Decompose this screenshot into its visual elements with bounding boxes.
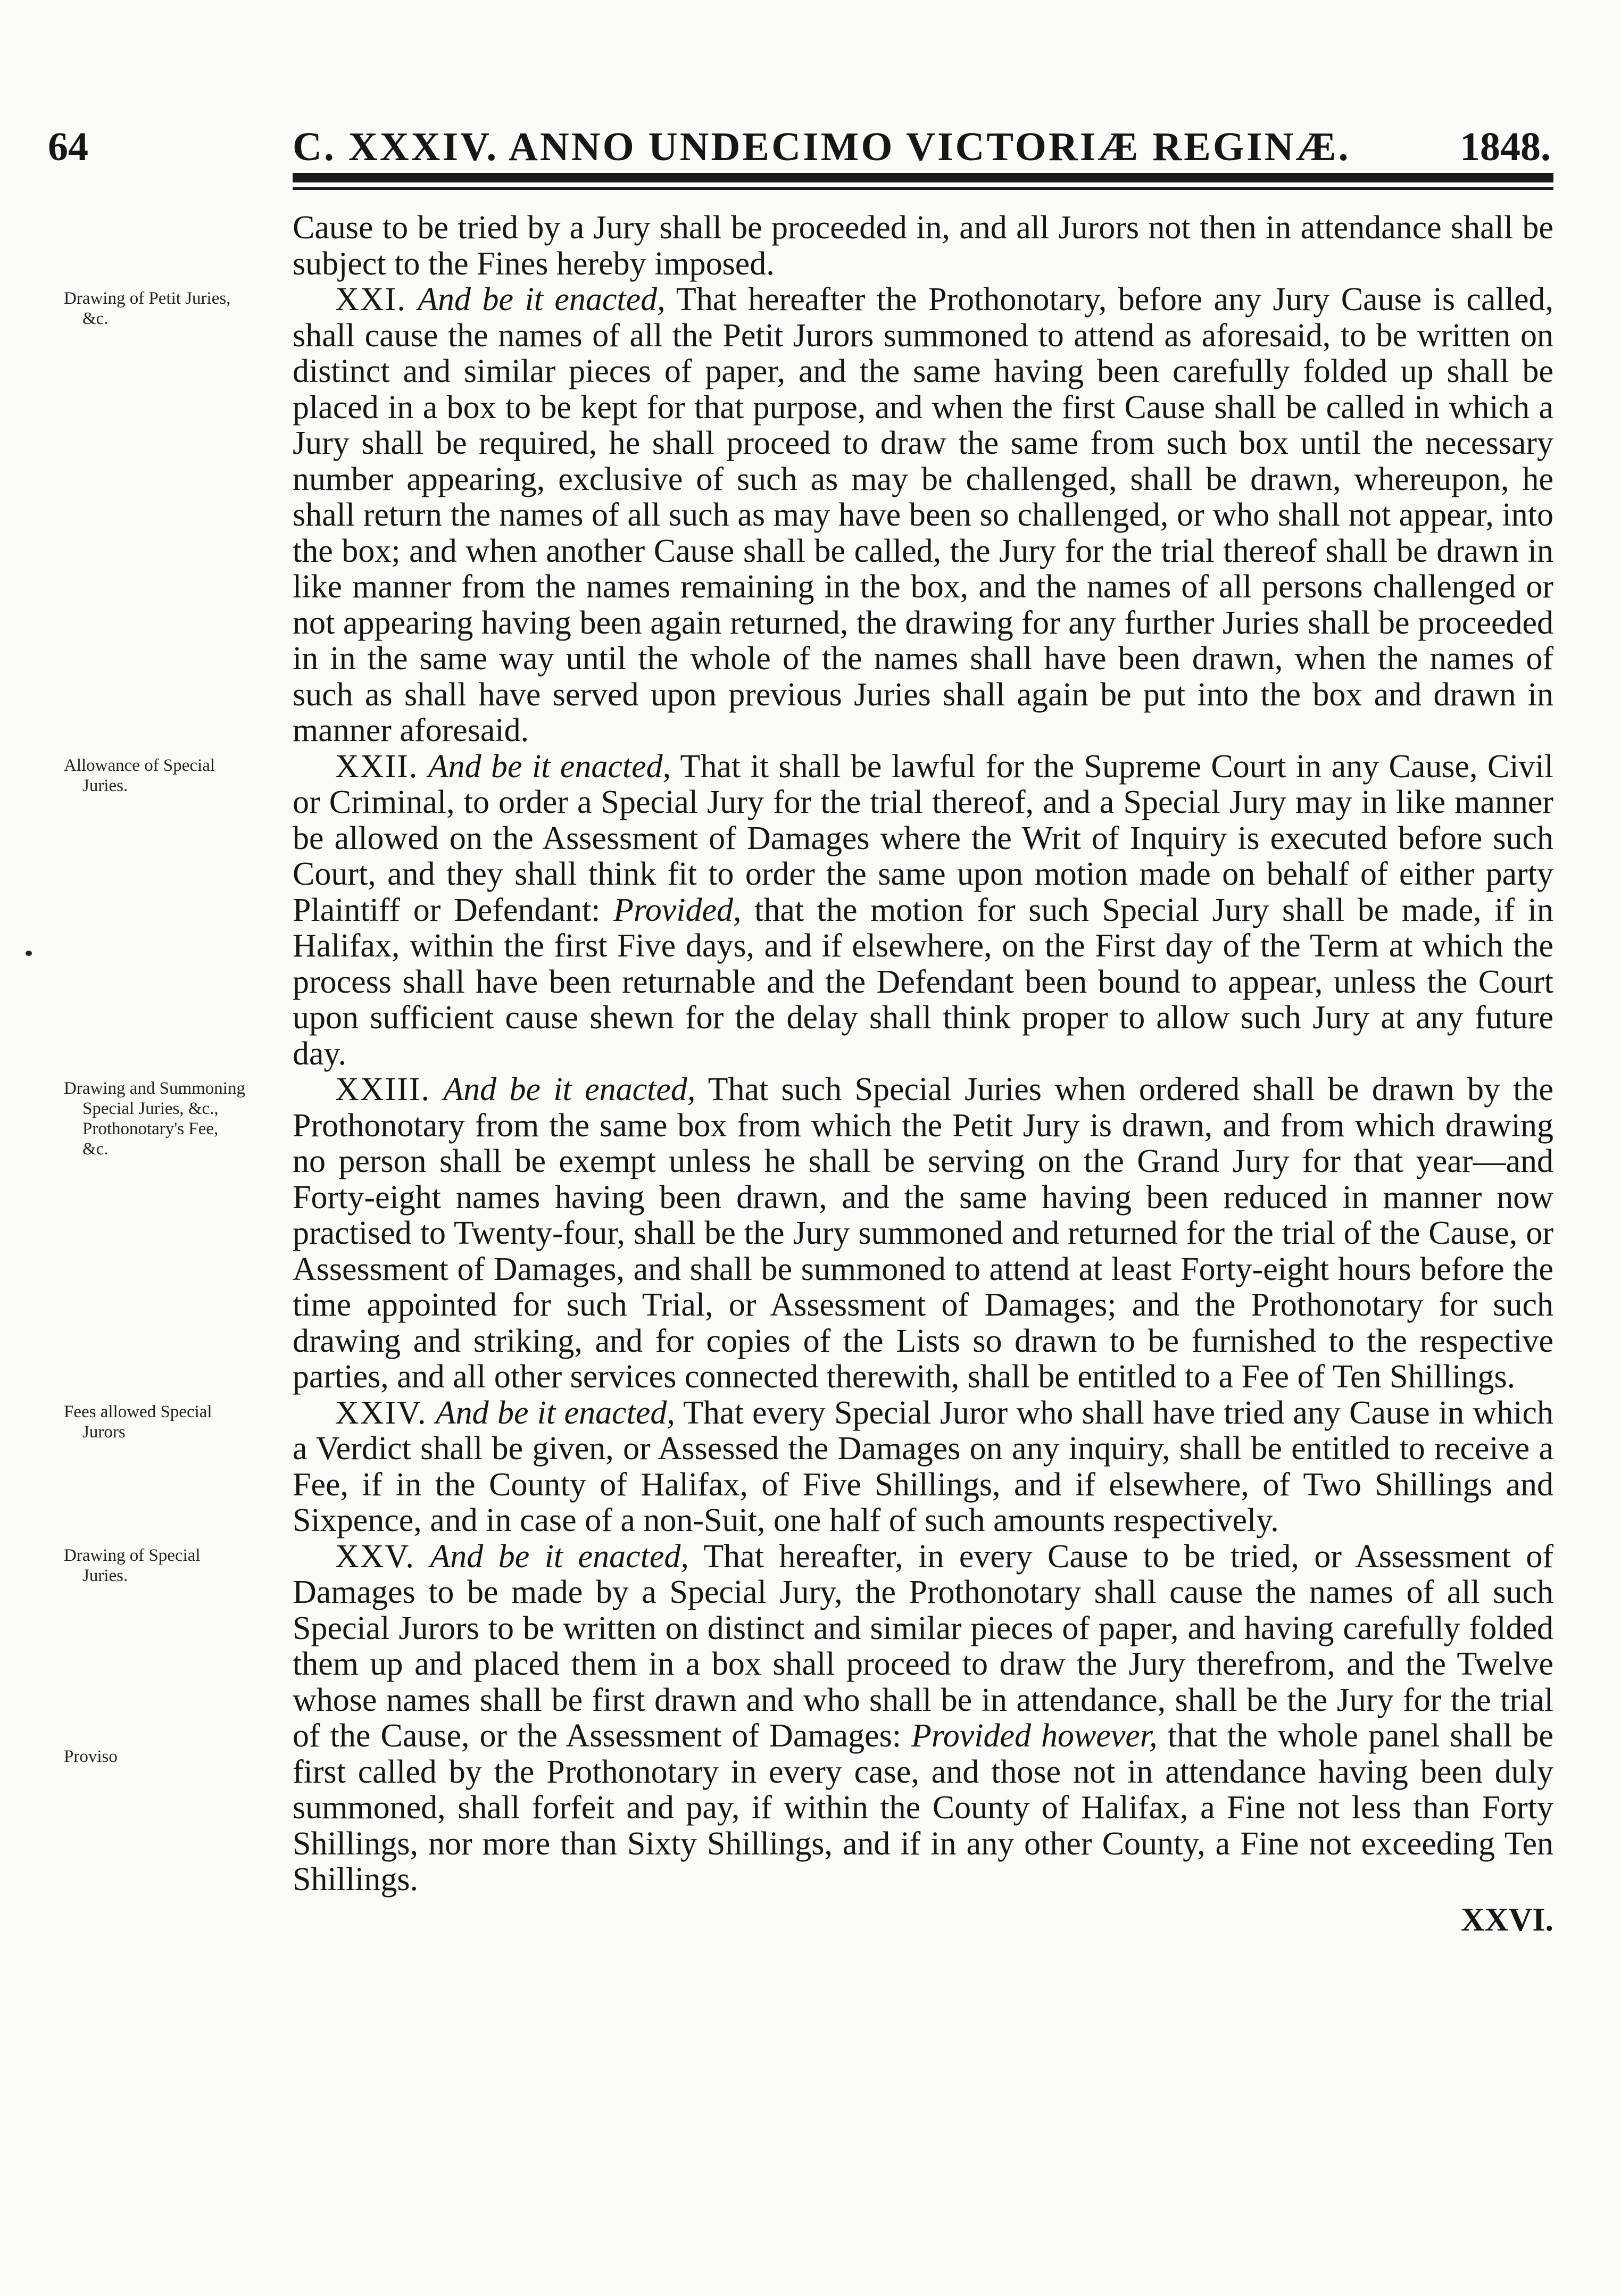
section-number: XXII. xyxy=(335,748,419,785)
section-xxii xyxy=(64,748,1554,1072)
running-head: C. XXXIV. ANNO UNDECIMO VICTORIÆ REGINÆ. xyxy=(293,124,1351,169)
margin-note-fees-special-jurors: Fees allowed Special Jurors xyxy=(64,1402,212,1442)
proviso-phrase: Provided, xyxy=(613,892,742,928)
catchword-line xyxy=(293,1901,1553,1939)
section-xxv xyxy=(64,1538,1554,1898)
page-header xyxy=(48,120,1564,178)
ink-speck xyxy=(26,951,32,956)
section-text: That such Special Juries when ordered shall be drawn by the Prothonotary from the same box from which the Petit Jury is drawn, and from which drawing no person shall be exempt unless he shall be serving on the Grand Jury for that year—and Forty-eight names having been drawn, and the same having been reduced in manner now practised to Twenty-four, shall be the Jury summoned and returned for the trial of the Cause, or Assessment of Damages, and shall be summoned to attend at least Forty-eight hours before the time appointed for such Trial, or Assessment of Damages; and the Prothonotary for such drawing and striking, and for copies of the Lists so drawn to be furnished to the respective parties, and all other services connected therewith, shall be entitled to a Fee of Ten Shillings. xyxy=(293,1071,1554,1395)
section-text-before: That hereafter, in every Cause to be tried, or Assessment of Damages to be made by a Special Jury, the Prothonotary shall cause the names of all such Special Jurors to be written on distinct and similar pieces of paper, and having carefully folded them up and placed them in a box shall proceed to draw the Jury therefrom, and the Twelve whose names shall be first drawn and who shall be in attendance, shall be the Jury for the trial of the Cause, or the Assessment of Damages: xyxy=(293,1538,1554,1754)
header-rule-thin xyxy=(293,187,1553,190)
enacting-phrase: And be it enacted, xyxy=(435,1394,675,1431)
proviso-phrase: Provided however, xyxy=(911,1718,1158,1754)
section-xxi-paragraph xyxy=(293,282,1553,749)
continuation-text: Cause to be tried by a Jury shall be proceeded in, and all Jurors not then in attendance shall be subject to the Fines hereby imposed. xyxy=(293,210,1553,282)
section-text: That hereafter the Prothonotary, before any Jury Cause is called, shall cause the names of all the Petit Jurors summoned to attend as aforesaid, to be written on distinct and similar pieces of paper, and the same having been carefully folded up shall be placed in a box to be kept for that purpose, and when the first Cause shall be called in which a Jury shall be required, he shall proceed to draw the same from such box until the necessary number appearing, exclusive of such as may be challenged, shall be drawn, whereupon, he shall return the names of all such as may have been so challenged, or who shall not appear, into the box; and when another Cause shall be called, the Jury for the trial thereof shall be drawn in like manner from the names remaining in the box, and the names of all persons challenged or not appearing having been again returned, the drawing for any further Juries shall be proceeded in in the same way until the whole of the names shall have been drawn, when the names of such as shall have served upon previous Juries shall again be put into the box and drawn in manner aforesaid. xyxy=(293,281,1553,748)
header-rule-thick xyxy=(293,173,1553,182)
enacting-phrase: And be it enacted, xyxy=(430,1538,689,1575)
page-body xyxy=(64,210,1554,1939)
section-text-after: that the motion for such Special Jury shall be made, if in Halifax, within the first Five days, and if elsewhere, on the First day of the Term at which the process shall have been returnable and the Defendant been bound to appear, unless the Court upon sufficient cause shewn for the delay shall think proper to allow such Jury at any future day. xyxy=(293,892,1553,1072)
section-xxiv-paragraph xyxy=(293,1395,1553,1539)
section-number: XXV. xyxy=(335,1538,415,1575)
margin-note-proviso: Proviso xyxy=(64,1746,118,1766)
catchword: XXVI. xyxy=(1461,1901,1553,1938)
page-number: 64 xyxy=(48,124,88,169)
enacting-phrase: And be it enacted, xyxy=(418,281,666,318)
section-number: XXIV. xyxy=(335,1394,427,1431)
margin-note-drawing-summoning: Drawing and Summoning Special Juries, &c., Prothonotary's Fee, &c. xyxy=(64,1079,245,1159)
section-xxiv xyxy=(64,1394,1554,1539)
header-year: 1848. xyxy=(1460,124,1551,169)
enacting-phrase: And be it enacted, xyxy=(428,748,671,785)
section-xxii-paragraph xyxy=(293,749,1553,1072)
margin-note-petit-juries: Drawing of Petit Juries, &c. xyxy=(64,289,231,328)
margin-note-drawing-special-juries: Drawing of Special Juries. xyxy=(64,1545,201,1585)
section-number: XXI. xyxy=(335,281,406,318)
section-xxv-paragraph xyxy=(293,1539,1553,1898)
section-number: XXIII. xyxy=(335,1071,430,1108)
section-text: That every Special Juror who shall have tried any Cause in which a Verdict shall be given, or Assessed the Damages on any inquiry, shall be entitled to receive a Fee, if in the County of Halifax, of Five Shillings, and if elsewhere, of Two Shillings and Sixpence, and in case of a non-Suit, one half of such amounts respectively. xyxy=(293,1394,1554,1538)
section-xxiii xyxy=(64,1071,1554,1395)
section-xxiii-paragraph xyxy=(293,1072,1553,1395)
enacting-phrase: And be it enacted, xyxy=(443,1071,696,1108)
section-xxi xyxy=(64,281,1553,749)
section-text-after: that the whole panel shall be first called by the Prothonotary in every case, and those not in attendance having been duly summoned, shall forfeit and pay, if within the County of Halifax, a Fine not less than Forty Shillings, nor more than Sixty Shillings, and if in any other County, a Fine not exceeding Ten Shillings. xyxy=(293,1718,1554,1898)
section-text-before: That it shall be lawful for the Supreme Court in any Cause, Civil or Criminal, to order a Special Jury for the trial thereof, and a Special Jury may in like manner be allowed on the Assessment of Damages where the Writ of Inquiry is executed before such Court, and they shall think fit to order the same upon motion made on behalf of either party Plaintiff or Defendant: xyxy=(293,748,1554,928)
continuation-paragraph xyxy=(293,210,1553,282)
margin-note-special-juries-allowance: Allowance of Special Juries. xyxy=(64,755,215,795)
